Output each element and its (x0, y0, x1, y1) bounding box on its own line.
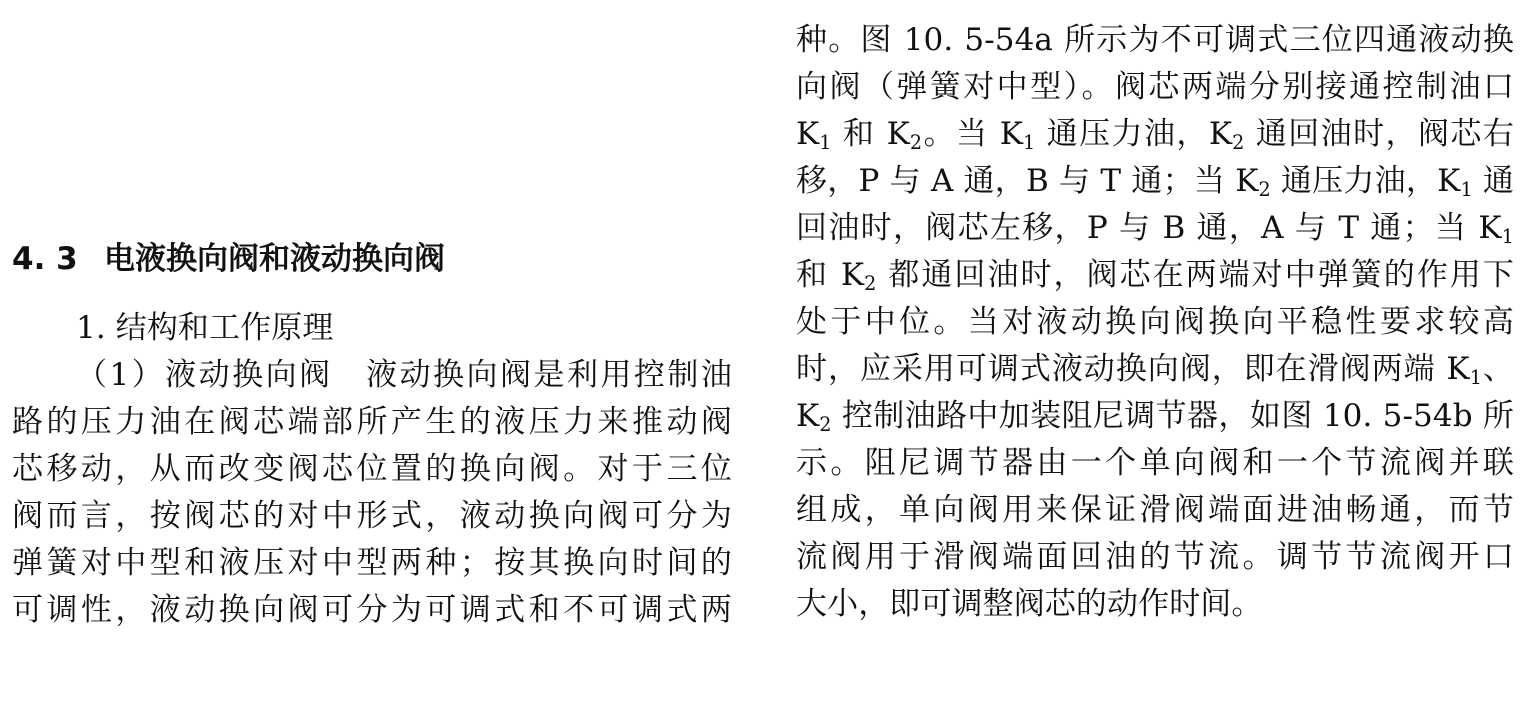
left-column-text (12, 305, 732, 634)
paragraph-line: 大小，即可调整阀芯的动作时间。 (796, 586, 1263, 622)
paragraph-line: 路的压力油在阀芯端部所产生的液压力来推动阀 (12, 404, 732, 440)
section-title: 电液换向阀和液动换向阀 (104, 241, 445, 277)
right-column-text (796, 17, 1514, 628)
section-number: 4. 3 (12, 241, 78, 277)
paragraph-line: 种。图 10. 5-54a 所示为不可调式三位四通液动换 (796, 22, 1514, 58)
paragraph-line: 流阀用于滑阀端面回油的节流。调节节流阀开口 (796, 539, 1514, 575)
paragraph-line: 处于中位。当对液动换向阀换向平稳性要求较高 (796, 304, 1514, 340)
paragraph-line: $K_1$ 和 $K_2$。当 $K_1$ 通压力油，$K_2$ 通回油时，阀芯右 (796, 116, 1514, 154)
paragraph-line: 组成，单向阀用来保证滑阀端面进油畅通，而节 (796, 492, 1514, 528)
paragraph-line: 移，P 与 A 通，B 与 T 通；当 $K_2$ 通压力油，$K_1$ 通 (796, 163, 1514, 201)
paragraph-line: 可调性，液动换向阀可分为可调式和不可调式两 (12, 592, 732, 628)
paragraph-line: 回油时，阀芯左移，P 与 B 通，A 与 T 通；当 $K_1$ (796, 210, 1514, 248)
paragraph-line: 示。阻尼调节器由一个单向阀和一个节流阀并联 (796, 445, 1514, 481)
paragraph-line: 和 $K_2$ 都通回油时，阀芯在两端对中弹簧的作用下 (796, 257, 1514, 295)
paragraph-line: （1）液动换向阀 液动换向阀是利用控制油 (76, 357, 732, 393)
paragraph-line: 向阀（弹簧对中型）。阀芯两端分别接通控制油口 (796, 69, 1514, 105)
subheading: 1. 结构和工作原理 (76, 310, 334, 346)
paragraph-line: $K_2$ 控制油路中加装阻尼调节器，如图 10. 5-54b 所 (796, 398, 1514, 436)
section-heading (12, 232, 445, 286)
paragraph-line: 芯移动，从而改变阀芯位置的换向阀。对于三位 (12, 451, 732, 487)
paragraph-line: 阀而言，按阀芯的对中形式，液动换向阀可分为 (12, 498, 732, 534)
paragraph-line: 时，应采用可调式液动换向阀，即在滑阀两端 $K_1$、 (796, 351, 1514, 389)
paragraph-line: 弹簧对中型和液压对中型两种；按其换向时间的 (12, 545, 732, 581)
